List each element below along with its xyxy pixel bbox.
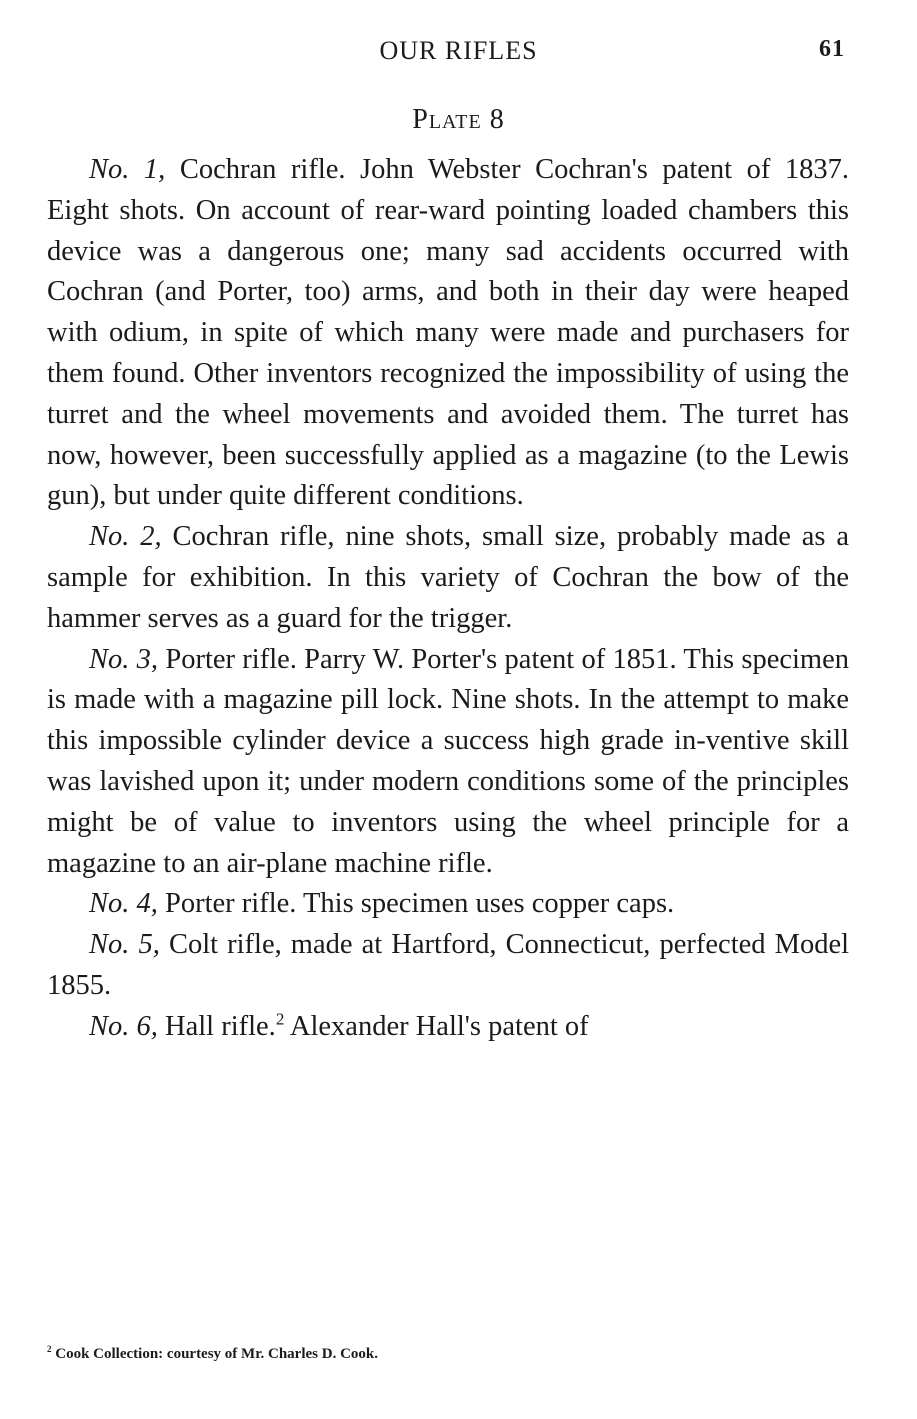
page-number: 61 bbox=[819, 36, 845, 62]
footnote-reference: 2 bbox=[275, 1009, 285, 1029]
entry-no-2 bbox=[47, 517, 849, 639]
footnote bbox=[47, 1346, 849, 1363]
entry-no-6 bbox=[47, 1007, 849, 1048]
entry-label: No. 4, bbox=[89, 888, 158, 920]
entry-label: No. 6, bbox=[89, 1010, 158, 1042]
entry-no-1 bbox=[47, 150, 849, 517]
entry-text: Hall rifle. bbox=[157, 1010, 276, 1042]
entry-text: Cochran rifle, nine shots, small size, probably made as a sample for exhibition. In this variety of Cochran the bow of the hammer serves as a guard for the trigger. bbox=[47, 521, 850, 634]
body-text bbox=[47, 150, 849, 1048]
plate-title: Plate 8 bbox=[412, 104, 505, 135]
footnote-text: Cook Collection: courtesy of Mr. Charles D. Cook. bbox=[51, 1346, 378, 1362]
entry-text: Cochran rifle. John Webster Cochran's patent of 1837. Eight shots. On account of rear-ward pointing loaded chambers this device was a dangerous one; many sad accidents occurred with Cochran (and Porter, too) arms, and both in their day were heaped with odium, in spite of which many were made and purchasers for them found. Other inventors recognized the impossibility of using the turret and the wheel movements and avoided them. The turret has now, however, been successfully applied as a magazine (to the Lewis gun), but under quite different conditions. bbox=[47, 154, 849, 512]
entry-text-continued: Alexander Hall's patent of bbox=[284, 1010, 589, 1042]
entry-no-4 bbox=[47, 884, 849, 925]
footnote-marker: 2 bbox=[47, 1344, 52, 1354]
entry-label: No. 2, bbox=[89, 521, 162, 553]
entry-no-3 bbox=[47, 640, 849, 885]
running-head bbox=[0, 36, 917, 76]
entry-label: No. 5, bbox=[89, 929, 160, 961]
entry-label: No. 3, bbox=[89, 643, 159, 675]
entry-text: Colt rifle, made at Hartford, Connecticut, perfected Model 1855. bbox=[47, 929, 850, 1001]
entry-label: No. 1, bbox=[89, 154, 166, 185]
entry-text: Porter rifle. This specimen uses copper caps. bbox=[157, 888, 675, 920]
entry-text: Porter rifle. Parry W. Porter's patent of 1851. This specimen is made with a magazine pill lock. Nine shots. In the attempt to make this impossible cylinder device a success high grade in-ventive skill was lavished upon it; under modern conditions some of the principles might be of value to inventors using the wheel principle for a magazine to an air-plane machine rifle. bbox=[47, 643, 849, 879]
entry-no-5 bbox=[47, 925, 849, 1007]
running-title: OUR RIFLES bbox=[379, 36, 538, 65]
